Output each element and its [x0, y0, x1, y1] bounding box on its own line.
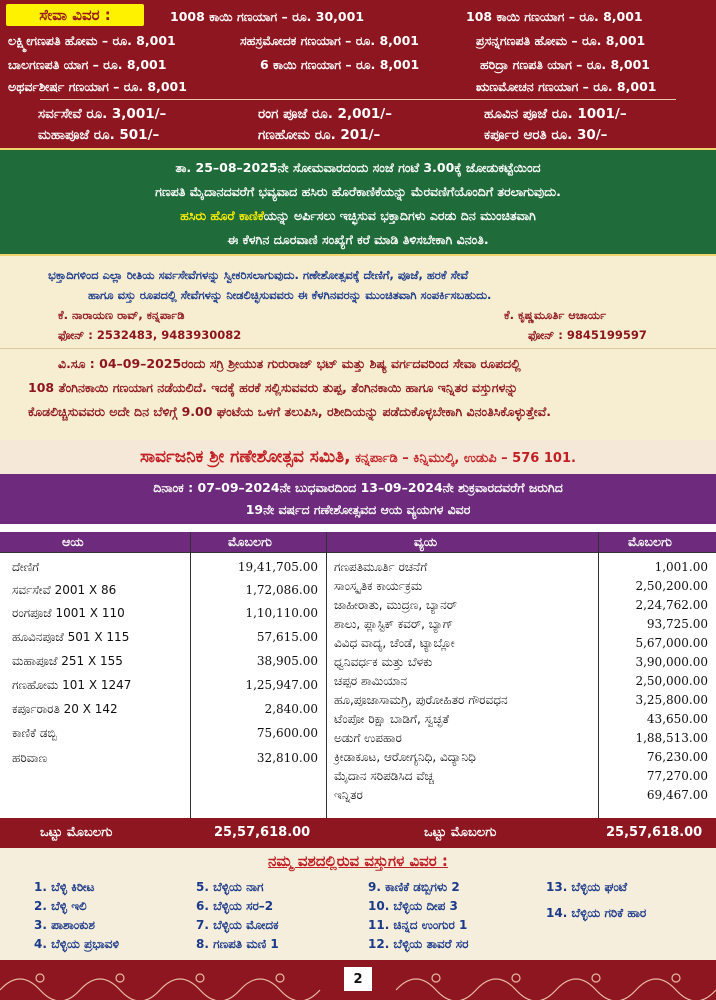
notice-line-rest: ಯನ್ನು ಅರ್ಪಿಸಲು ಇಚ್ಛಿಸುವ ಭಕ್ತಾದಿಗಳು ಎರಡು ದಿನ ಮುಂಚಿತವಾಗಿ	[263, 208, 536, 223]
accounts-table	[0, 524, 716, 818]
income-label: ಗಣಹೋಮ 101 X 1247	[12, 678, 132, 692]
income-amount: 1,25,947.00	[245, 678, 318, 692]
seva-item: ಬಾಲಗಣಪತಿ ಯಾಗ – ರೂ. 8,001	[8, 57, 167, 72]
income-header: ಆಯ	[0, 532, 190, 552]
contact-phone: ಫೋನ್ : 2532483, 9483930082	[58, 328, 242, 342]
income-label: ಹೂವಿನಪೂಜೆ 501 X 115	[12, 630, 130, 644]
samiti-address: ಕನ್ನರ್ಪಾಡಿ – ಕಿನ್ನಿಮುಲ್ಕಿ, ಉಡುಪಿ – 576 101.	[350, 451, 576, 466]
expense-amount: 69,467.00	[646, 788, 708, 802]
expense-amount: 1,88,513.00	[635, 731, 708, 745]
asset-item: 14. ಬೆಳ್ಳಿಯ ಗರಿಕೆ ಹಾರ	[546, 906, 647, 920]
seva-item: ಹೂವಿನ ಪೂಜೆ ರೂ. 1001/–	[484, 106, 627, 122]
seva-item: 108 ಕಾಯಿ ಗಣಯಾಗ – ರೂ. 8,001	[466, 9, 643, 24]
expense-label: ಶಾಲು, ಪ್ಲಾಸ್ಟಿಕ್ ಕವರ್, ಬ್ಯಾಗ್	[334, 617, 454, 631]
income-label: ದೇಣಿಗೆ	[12, 560, 40, 574]
income-label: ಮಹಾಪೂಜೆ 251 X 155	[12, 654, 123, 668]
seva-item: ಲಕ್ಷ್ಮೀಗಣಪತಿ ಹೋಮ – ರೂ. 8,001	[8, 33, 176, 48]
seva-item: ಹರಿದ್ರಾ ಗಣಪತಿ ಯಾಗ – ರೂ. 8,001	[480, 57, 651, 72]
contact-phone: ಫೋನ್ : 9845199597	[528, 328, 647, 342]
income-amount: 32,810.00	[256, 751, 318, 765]
asset-item: 9. ಕಾಣಿಕೆ ಡಬ್ಬಿಗಳು 2	[368, 880, 460, 894]
expense-label: ವಿವಿಧ ವಾದ್ಯ, ಚೆಂಡೆ, ಟ್ಯಾಬ್ಲೋ	[334, 636, 455, 650]
seva-row-2	[0, 30, 716, 52]
income-label: ಸರ್ವಸೇವೆ 2001 X 86	[12, 583, 117, 597]
notice-line: ಗಣಪತಿ ಮೈದಾನದವರೆಗೆ ಭವ್ಯವಾದ ಹಸಿರು ಹೊರೆಕಾಣಿಕೆಯನ್ನು ಮೆರವಣಿಗೆಯೊಂದಿಗೆ ತರಲಾಗುವುದು.	[155, 184, 561, 199]
expense-amount: 93,725.00	[646, 617, 708, 631]
income-amount: 1,10,110.00	[245, 606, 318, 620]
assets-title: ನಮ್ಮ ವಶದಲ್ಲಿರುವ ವಸ್ತುಗಳ ವಿವರ :	[268, 852, 448, 870]
seva-item: 6 ಕಾಯಿ ಗಣಯಾಗ – ರೂ. 8,001	[260, 57, 420, 72]
expense-amount: 3,25,800.00	[635, 693, 708, 707]
income-label: ಹರಿವಾಣ	[12, 751, 48, 765]
asset-item: 13. ಬೆಳ್ಳಿಯ ಘಂಟೆ	[546, 880, 628, 894]
seva-item: ಸರ್ವಸೇವೆ ರೂ. 3,001/–	[38, 106, 167, 122]
expense-amount: 2,50,200.00	[635, 579, 708, 593]
expense-amount: 2,50,000.00	[635, 674, 708, 688]
asset-item: 6. ಬೆಳ್ಳಿಯ ಸರ–2	[196, 899, 274, 913]
seva-row-1	[0, 6, 716, 28]
note-line: ಕೊಡಲಿಚ್ಚಿಸುವವರು ಅದೇ ದಿನ ಬೆಳಿಗ್ಗೆ 9.00 ಘಂಟೆಯ ಒಳಗೆ ತಲುಪಿಸಿ, ರಶೀದಿಯನ್ನು ಪಡೆದುಕೊಳ್ಳಬೇಕಾಗಿ ವಿನಂತಿಸಿಕೊಳ್ಳುತ್ತೇವೆ.	[28, 404, 552, 419]
seva-item: ರಂಗ ಪೂಜೆ ರೂ. 2,001/–	[258, 106, 392, 122]
contact-name: ಕೆ. ನಾರಾಯಣ ರಾವ್, ಕನ್ನರ್ಪಾಡಿ	[58, 308, 185, 322]
expense-amount: 43,650.00	[646, 712, 708, 726]
totals-row	[0, 818, 716, 848]
contact-name: ಕೆ. ಕೃಷ್ಣಮೂರ್ತಿ ಆಚಾರ್ಯ	[504, 308, 607, 322]
info-line: ಭಕ್ತಾದಿಗಳಿಂದ ಎಲ್ಲಾ ರೀತಿಯ ಸರ್ವಸೇವೆಗಳನ್ನು ಸ್ವೀಕರಿಸಲಾಗುವುದು. ಗಣೇಶೋತ್ಸವಕ್ಕೆ ದೇಣಿಗೆ, ಪೂಜೆ, ಹರಕೆ ಸೇವೆ	[48, 268, 469, 282]
expense-amount-header: ಮೊಬಲಗು	[598, 532, 716, 552]
assets-section	[0, 848, 716, 960]
notice-line: ಈ ಕೆಳಗಿನ ದೂರವಾಣಿ ಸಂಖ್ಯೆಗೆ ಕರೆ ಮಾಡಿ ತಿಳಿಸಬೇಕಾಗಿ ವಿನಂತಿ.	[227, 232, 489, 247]
header-rule	[0, 552, 716, 553]
column-rule	[326, 532, 327, 818]
income-amount-header: ಮೊಬಲಗು	[190, 532, 326, 552]
expense-label: ಕ್ರೀಡಾಕೂಟ, ಆರೋಗ್ಯನಿಧಿ, ವಿದ್ಯಾನಿಧಿ	[334, 750, 476, 764]
asset-item: 11. ಚಿನ್ನದ ಉಂಗುರ 1	[368, 918, 468, 932]
expense-amount: 3,90,000.00	[635, 655, 708, 669]
expense-amount: 5,67,000.00	[635, 636, 708, 650]
expense-amount: 2,24,762.00	[635, 598, 708, 612]
expense-amount: 1,001.00	[654, 560, 708, 574]
expense-label: ಗಣಪತಿಮೂರ್ತಿ ರಚನೆಗೆ	[334, 560, 428, 574]
asset-item: 7. ಬೆಳ್ಳಿಯ ಮೋದಕ	[196, 918, 279, 932]
expense-label: ಟೆಂಪೋ ರಿಕ್ಷಾ ಬಾಡಿಗೆ, ಸ್ವಚ್ಛತೆ	[334, 712, 450, 726]
info-line: ಹಾಗೂ ವಸ್ತು ರೂಪದಲ್ಲಿ ಸೇವೆಗಳನ್ನು ನೀಡಲಿಚ್ಛಿಸುವವರು ಈ ಕೆಳಗಿನವರನ್ನು ಮುಂಚಿತವಾಗಿ ಸಂಪರ್ಕಿಸಬಹುದು.	[88, 288, 492, 302]
notice-highlight: ಹಸಿರು ಹೊರೆ ಕಾಣಿಕೆ	[180, 208, 264, 223]
accounts-title-band	[0, 474, 716, 524]
seva-section	[0, 0, 716, 148]
seva-row-4	[0, 76, 716, 98]
expense-amount: 77,270.00	[646, 769, 708, 783]
seva-item: ಋಣಮೋಚನ ಗಣಯಾಗ – ರೂ. 8,001	[476, 79, 657, 94]
expense-label: ಚಪ್ಪರ ಶಾಮಿಯಾನ	[334, 674, 408, 688]
seva-item: ಅಥರ್ವಶೀರ್ಷ ಗಣಯಾಗ – ರೂ. 8,001	[8, 79, 187, 94]
column-rule	[598, 532, 599, 818]
expense-label: ಇನ್ನಿತರ	[334, 788, 363, 802]
info-section	[0, 256, 716, 440]
total-label: ಒಟ್ಟು ಮೊಬಲಗು	[40, 825, 113, 840]
page-number: 2	[343, 966, 373, 992]
income-amount: 2,840.00	[264, 702, 318, 716]
expense-label: ಜಾಹೀರಾತು, ಮುದ್ರಣ, ಬ್ಯಾನರ್	[334, 598, 458, 612]
notice-line	[0, 208, 716, 224]
seva-title: ಸೇವಾ ವಿವರ :	[6, 4, 144, 26]
asset-item: 3. ಪಾಶಾಂಕುಶ	[34, 918, 95, 932]
expense-label: ಹೂ,ಪೂಜಾಸಾಮಗ್ರಿ, ಪುರೋಹಿತರ ಗೌರವಧನ	[334, 693, 508, 707]
asset-item: 4. ಬೆಳ್ಳಿಯ ಪ್ರಭಾವಳಿ	[34, 937, 119, 951]
accounts-title-line: ದಿನಾಂಕ : 07–09–2024ನೇ ಬುಧವಾರದಿಂದ 13–09–2024ನೇ ಶುಕ್ರವಾರದವರೆಗೆ ಜರುಗಿದ	[153, 480, 563, 495]
seva-row-3	[0, 54, 716, 76]
seva-item: 1008 ಕಾಯಿ ಗಣಯಾಗ – ರೂ. 30,001	[170, 9, 365, 24]
seva-item: ಪ್ರಸನ್ನಗಣಪತಿ ಹೋಮ – ರೂ. 8,001	[476, 33, 646, 48]
column-rule	[190, 532, 191, 818]
seva-item: ಕರ್ಪೂರ ಆರತಿ ರೂ. 30/–	[484, 127, 608, 143]
asset-item: 1. ಬೆಳ್ಳಿ ಕಿರೀಟ	[34, 880, 95, 894]
seva-item: ಮಹಾಪೂಜೆ ರೂ. 501/–	[38, 127, 160, 143]
info-divider	[0, 348, 716, 349]
expense-label: ಅಡುಗೆ ಉಪಹಾರ	[334, 731, 402, 745]
income-amount: 38,905.00	[256, 654, 318, 668]
expense-label: ಮೈದಾನ ಸರಿಪಡಿಸಿದ ವೆಚ್ಚ	[334, 769, 434, 783]
income-amount: 75,600.00	[256, 726, 318, 740]
expense-label: ಧ್ವನಿವರ್ಧಕ ಮತ್ತು ಬೆಳಕು	[334, 655, 433, 669]
asset-item: 12. ಬೆಳ್ಳಿಯ ತಾವರೆ ಸರ	[368, 937, 469, 951]
asset-item: 8. ಗಣಪತಿ ಮಣಿ 1	[196, 937, 279, 951]
asset-item: 2. ಬೆಳ್ಳಿ ಇಲಿ	[34, 899, 87, 913]
samiti-banner	[0, 440, 716, 474]
income-amount: 1,72,086.00	[245, 583, 318, 597]
notice-line: ತಾ. 25–08–2025ನೇ ಸೋಮವಾರದಂದು ಸಂಜೆ ಗಂಟೆ 3.00ಕ್ಕೆ ಜೋಡುಕಟ್ಟೆಯಿಂದ	[175, 160, 541, 175]
seva-divider	[40, 99, 676, 100]
asset-item: 10. ಬೆಳ್ಳಿಯ ದೀಪ 3	[368, 899, 458, 913]
note-line: ವಿ.ಸೂ : 04–09–2025ರಂದು ಸಗ್ರಿ ಶ್ರೀಯುತ ಗುರುರಾಜ್ ಭಟ್ ಮತ್ತು ಶಿಷ್ಯ ವರ್ಗದವರಿಂದ ಸೇವಾ ರೂಪದಲ್ಲಿ	[58, 356, 521, 371]
income-label: ಕಾಣಿಕೆ ಡಬ್ಬಿ	[12, 726, 57, 740]
income-label: ರಂಗಪೂಜೆ 1001 X 110	[12, 606, 125, 620]
total-income: 25,57,618.00	[214, 825, 311, 840]
total-label: ಒಟ್ಟು ಮೊಬಲಗು	[424, 825, 497, 840]
seva-item: ಗಣಹೋಮ ರೂ. 201/–	[258, 127, 381, 143]
note-line: 108 ತೆಂಗಿನಕಾಯಿ ಗಣಯಾಗ ನಡೆಯಲಿದೆ. ಇದಕ್ಕೆ ಹರಕೆ ಸಲ್ಲಿಸುವವರು ತುಪ್ಪ, ತೆಂಗಿನಕಾಯಿ ಹಾಗೂ ಇನ್ನಿತರ ವಸ್ತುಗಳನ್ನು	[28, 380, 518, 395]
total-expense: 25,57,618.00	[606, 825, 703, 840]
expense-label: ಸಾಂಸ್ಕೃತಿಕ ಕಾರ್ಯಕ್ರಮ	[334, 579, 423, 593]
income-amount: 57,615.00	[256, 630, 318, 644]
income-label: ಕರ್ಪೂರಾರತಿ 20 X 142	[12, 702, 118, 716]
procession-notice	[0, 148, 716, 256]
income-amount: 19,41,705.00	[237, 560, 318, 574]
seva-row-5	[0, 103, 716, 125]
asset-item: 5. ಬೆಳ್ಳಿಯ ನಾಗ	[196, 880, 264, 894]
samiti-name: ಸಾರ್ವಜನಿಕ ಶ್ರೀ ಗಣೇಶೋತ್ಸವ ಸಮಿತಿ,	[140, 447, 351, 467]
expense-header: ವ್ಯಯ	[326, 532, 598, 552]
accounts-title-line: 19ನೇ ವರ್ಷದ ಗಣೇಶೋತ್ಸವದ ಆಯ ವ್ಯಯಗಳ ವಿವರ	[245, 502, 471, 517]
seva-item: ಸಹಸ್ರಮೋದಕ ಗಣಯಾಗ – ರೂ. 8,001	[240, 33, 419, 48]
expense-amount: 76,230.00	[646, 750, 708, 764]
seva-row-6	[0, 124, 716, 146]
